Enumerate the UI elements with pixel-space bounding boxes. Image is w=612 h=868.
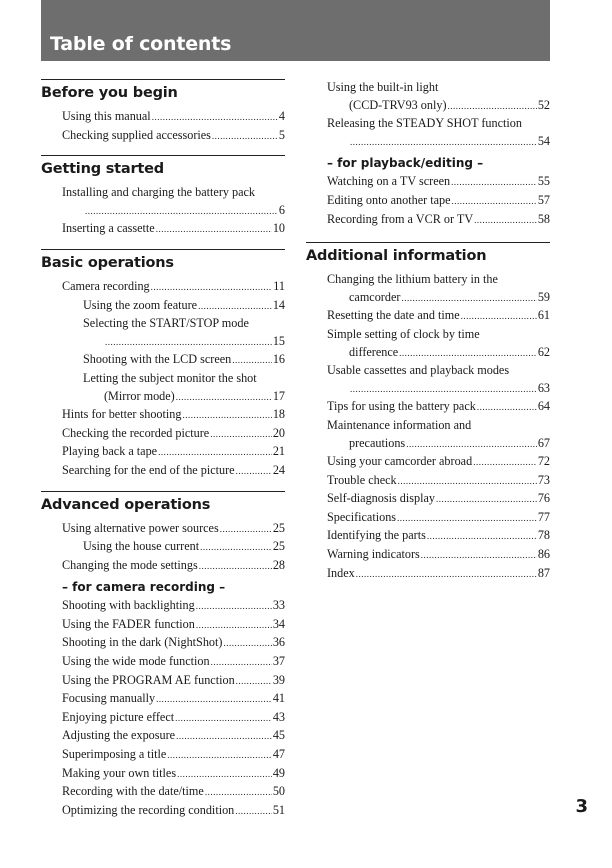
entry-label: Using your camcorder abroad [327, 454, 473, 469]
toc-entry[interactable] [306, 211, 550, 230]
section-heading: Additional information [306, 242, 550, 271]
entry-label: Adjusting the exposure [62, 728, 176, 743]
entry-page: 67 [537, 435, 550, 450]
toc-entry[interactable] [306, 527, 550, 546]
toc-entry[interactable] [41, 127, 285, 146]
toc-entry[interactable] [306, 173, 550, 192]
entry-label: Resetting the date and time [327, 308, 460, 323]
section-heading: Basic operations [41, 249, 285, 278]
toc-entry[interactable] [306, 417, 550, 453]
entry-page: 10 [272, 221, 285, 236]
subsection-heading: – for playback/editing – [327, 156, 484, 171]
toc-right-column [306, 79, 550, 583]
entry-label: Using the built-in light [327, 80, 439, 94]
entry-label-cont: difference [349, 344, 399, 359]
entry-page: 78 [537, 528, 550, 543]
entry-page: 51 [272, 802, 285, 817]
toc-entry[interactable] [306, 490, 550, 509]
entry-label: Making your own titles [62, 765, 177, 780]
entry-page: 49 [272, 765, 285, 780]
entry-page: 14 [272, 297, 285, 312]
entry-label-cont: camcorder [349, 289, 401, 304]
toc-entry[interactable] [41, 315, 285, 351]
entry-label: Using alternative power sources [62, 520, 219, 535]
entry-page: 6 [278, 202, 285, 217]
page-title: Table of contents [50, 33, 232, 55]
entry-page: 41 [272, 691, 285, 706]
entry-label: Hints for better shooting [62, 407, 182, 422]
entry-label: Enjoying picture effect [62, 709, 175, 724]
entry-page: 86 [537, 547, 550, 562]
entry-page: 17 [272, 388, 285, 403]
entry-label: Simple setting of clock by time [327, 326, 480, 341]
section-additional-information [306, 242, 550, 583]
toc-entry[interactable] [41, 370, 285, 406]
entry-label: Changing the mode settings [62, 557, 198, 572]
entry-page: 62 [537, 344, 550, 359]
section-getting-started [41, 155, 285, 239]
toc-entry[interactable] [41, 783, 285, 802]
toc-entry[interactable] [41, 108, 285, 127]
toc-entry[interactable] [306, 326, 550, 362]
entry-label-cont: (CCD-TRV93 only) [349, 97, 447, 112]
entry-page: 28 [272, 557, 285, 572]
entry-page: 21 [272, 444, 285, 459]
entry-page: 20 [272, 425, 285, 440]
toc-entry[interactable] [41, 462, 285, 481]
entry-page: 33 [272, 598, 285, 613]
entry-label: Playing back a tape [62, 444, 158, 459]
entry-label: Using the zoom feature [83, 297, 198, 312]
entry-page: 39 [272, 672, 285, 687]
entry-page: 57 [537, 192, 550, 207]
toc-entry[interactable] [41, 616, 285, 635]
section-heading: Advanced operations [41, 491, 285, 520]
entry-label: Specifications [327, 509, 397, 524]
entry-page: 5 [278, 127, 285, 142]
entry-label: Searching for the end of the picture [62, 462, 235, 477]
toc-entry[interactable] [306, 79, 550, 115]
toc-entry[interactable] [306, 472, 550, 491]
entry-label: Optimizing the recording condition [62, 802, 235, 817]
entry-label: Shooting with the LCD screen [83, 352, 232, 367]
toc-entry[interactable] [41, 557, 285, 576]
entry-label: Superimposing a title [62, 747, 167, 762]
entry-label-cont: precautions [349, 435, 406, 450]
entry-label: Selecting the START/STOP mode [83, 316, 249, 331]
entry-label: Tips for using the battery pack [327, 399, 476, 414]
toc-entry[interactable] [41, 727, 285, 746]
entry-label: Checking supplied accessories [62, 127, 211, 142]
entry-page: 47 [272, 747, 285, 762]
entry-page: 55 [537, 174, 550, 189]
title-banner [41, 0, 550, 61]
entry-label: Index [327, 565, 355, 580]
entry-page: 58 [537, 211, 550, 226]
entry-label: Warning indicators [327, 547, 420, 562]
entry-label: Using the PROGRAM AE function [62, 672, 235, 687]
toc-entry[interactable] [41, 634, 285, 653]
entry-label: Letting the subject monitor the shot [83, 370, 257, 385]
entry-page: 45 [272, 728, 285, 743]
toc-entry[interactable] [41, 538, 285, 557]
entry-page: 11 [273, 278, 285, 293]
entry-page: 77 [537, 509, 550, 524]
entry-label: Identifying the parts [327, 528, 426, 543]
toc-entry[interactable] [41, 520, 285, 539]
toc-entry[interactable] [306, 509, 550, 528]
entry-page: 36 [272, 635, 285, 650]
entry-page: 34 [272, 616, 285, 631]
entry-page: 76 [537, 491, 550, 506]
toc-entry[interactable] [41, 597, 285, 616]
toc-entry[interactable] [41, 351, 285, 370]
page-number: 3 [575, 796, 588, 817]
toc-entry[interactable] [41, 765, 285, 784]
entry-page: 63 [537, 380, 550, 395]
entry-label: Using the wide mode function [62, 654, 210, 669]
entry-page: 61 [537, 308, 550, 323]
entry-page: 87 [537, 565, 550, 580]
toc-entry[interactable] [306, 307, 550, 326]
entry-label: Editing onto another tape [327, 192, 451, 207]
toc-left-column [41, 79, 285, 820]
entry-label-cont: (Mirror mode) [104, 388, 175, 403]
entry-page: 16 [272, 352, 285, 367]
entry-page: 25 [272, 539, 285, 554]
entry-label: Installing and charging the battery pack [62, 185, 256, 200]
entry-page: 52 [537, 97, 550, 112]
toc-entry[interactable] [41, 184, 285, 220]
entry-label: Checking the recorded picture [62, 425, 210, 440]
entry-label: Using the FADER function [62, 616, 195, 631]
section-before-you-begin [41, 79, 285, 145]
toc-entry[interactable] [41, 672, 285, 691]
toc-entry[interactable] [306, 362, 550, 398]
toc-entry[interactable] [306, 453, 550, 472]
entry-label: Recording from a VCR or TV [327, 211, 474, 226]
entry-page: 37 [272, 654, 285, 669]
entry-page: 25 [272, 520, 285, 535]
toc-entry[interactable] [41, 653, 285, 672]
toc-entry[interactable] [41, 690, 285, 709]
entry-label: Inserting a cassette [62, 221, 155, 236]
toc-entry[interactable] [306, 546, 550, 565]
entry-label: Self-diagnosis display [327, 491, 435, 506]
section-advanced-operations [41, 491, 285, 821]
entry-page: 73 [537, 472, 550, 487]
entry-page: 50 [272, 784, 285, 799]
entry-label: Shooting with backlighting [62, 598, 195, 613]
toc-entry[interactable] [41, 278, 285, 297]
section-heading: Before you begin [41, 79, 285, 108]
entry-page: 59 [537, 289, 550, 304]
subsection-heading: – for camera recording – [62, 580, 226, 595]
toc-entry[interactable] [306, 398, 550, 417]
entry-page: 43 [272, 709, 285, 724]
entry-page: 72 [537, 454, 550, 469]
entry-page: 18 [272, 407, 285, 422]
entry-page: 4 [278, 109, 285, 123]
toc-entry[interactable] [41, 406, 285, 425]
entry-label: Camera recording [62, 278, 150, 293]
toc-entry[interactable] [41, 709, 285, 728]
entry-label: Changing the lithium battery in the [327, 272, 498, 287]
toc-entry[interactable] [41, 443, 285, 462]
toc-entry[interactable] [41, 425, 285, 444]
entry-label: Using the house current [83, 539, 200, 554]
entry-page: 64 [537, 399, 550, 414]
entry-page: 24 [272, 462, 285, 477]
entry-page: 15 [272, 333, 285, 348]
toc-entry[interactable] [41, 220, 285, 239]
section-heading: Getting started [41, 155, 285, 184]
toc-entry[interactable] [306, 115, 550, 151]
entry-label: Recording with the date/time [62, 784, 204, 799]
section-basic-operations [41, 249, 285, 481]
entry-label: Releasing the STEADY SHOT function [327, 116, 522, 131]
toc-entry[interactable] [41, 746, 285, 765]
entry-label: Usable cassettes and playback modes [327, 363, 510, 378]
entry-label: Focusing manually [62, 691, 156, 706]
entry-label: Using this manual [62, 109, 151, 123]
toc-entry[interactable] [41, 802, 285, 821]
toc-entry[interactable] [306, 271, 550, 307]
entry-label: Shooting in the dark (NightShot) [62, 635, 223, 650]
toc-entry[interactable] [306, 192, 550, 211]
toc-entry[interactable] [306, 565, 550, 584]
entry-label: Trouble check [327, 472, 397, 487]
entry-label: Watching on a TV screen [327, 174, 451, 189]
toc-entry[interactable] [41, 297, 285, 316]
entry-label: Maintenance information and [327, 417, 472, 432]
entry-page: 54 [537, 133, 550, 148]
